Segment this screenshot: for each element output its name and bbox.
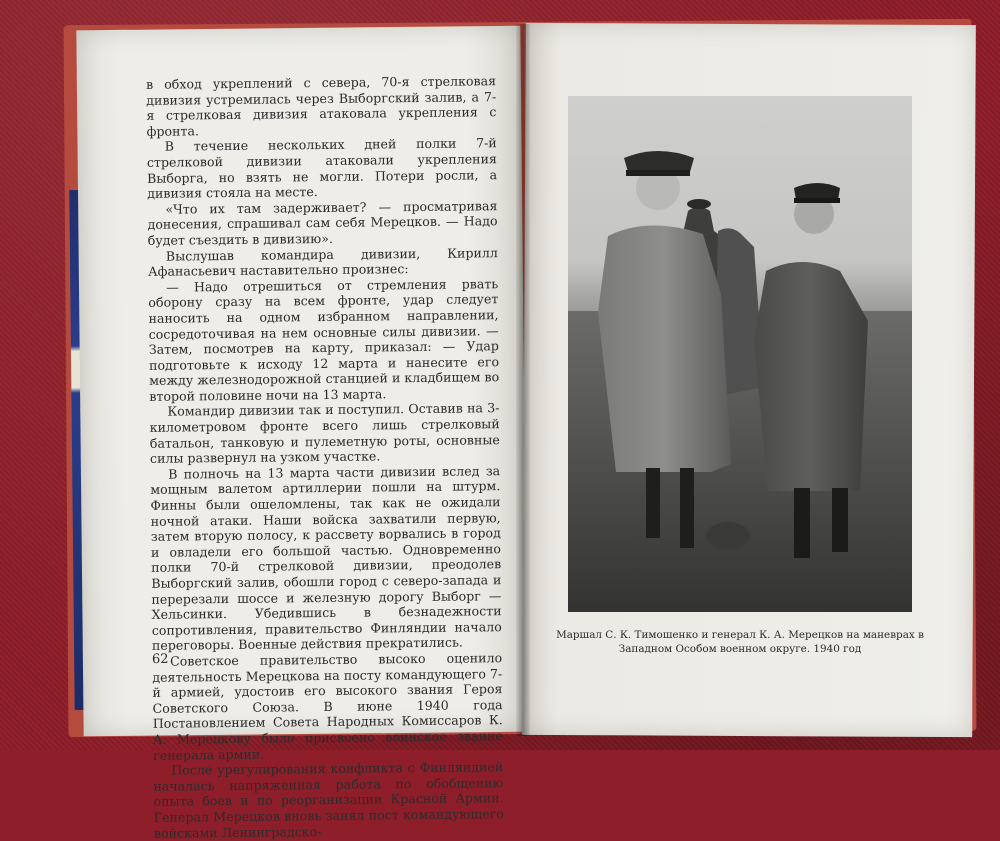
paragraph: Советское правительство высоко оценило деятельность Мерецкова на посту командующего 7-й армией, удостоив его высокого звания Героя Советского Союза. В июне 1940 года Постановлением Совета Народных Комиссаров К. А. Мерецкову было присвоено воинское звание генерала армии. [152,650,504,763]
paragraph: Командир дивизии так и поступил. Оставив на 3-километровом фронте всего лишь стрелковый батальон, танковую и пулеметную роты, основные силы развернул на узком участке. [149,400,500,467]
paragraph: «Что их там задерживает? — просматривая донесения, спрашивал сам себя Мерецков. — Надо будет съездить в дивизию». [147,197,498,248]
left-page-text [146,73,504,841]
photo-caption: Маршал С. К. Тимошенко и генерал К. А. Мерецков на маневрах в Западном Особом военном округе. 1940 год [556,629,924,655]
paragraph: После урегулирования конфликта с Финляндией началась напряженная работа по обобщению опыта боев и по реорганизации Красной Армии. Генерал Мерецков вновь занял пост командующего войсками Ленинградско- [153,759,504,841]
book-gutter [516,24,530,736]
page-number: 62 [151,651,169,668]
paragraph: в обход укреплений с севера, 70-я стрелковая дивизия устремилась через Выборгский залив, а 7-я стрелковая дивизия атаковала укрепления с фронта. [146,73,497,139]
paragraph: В течение нескольких дней полки 7-й стрелковой дивизии атаковали укрепления Выборга, но взять не могли. Потери росли, а дивизия стояла на месте. [146,135,498,202]
photograph [568,96,912,612]
paragraph: В полночь на 13 марта части дивизии вслед за мощным валетом артиллерии пошли на штурм. Финны были ошеломлены, так как не ожидали ночной атаки. Наши войска захватили первую, затем вторую полосу, к рассвету ворвались в город и овладели его большой частью. Одновременно полки 70-й стрелковой дивизии, преодолев Выборгский залив, обошли город с северо-запада и перерезали шоссе и железную дорогу Выборг — Хельсинки. Убедившись в безнадежности сопротивления, правительство Финляндии начало переговоры. Военные действия прекратились. [150,463,502,654]
paragraph: Выслушав командира дивизии, Кирилл Афанасьевич наставительно произнес: [147,244,498,279]
paragraph: — Надо отрешиться от стремления рвать оборону сразу на всем фронте, удар следует наносить на одном избранном направлении, сосредоточивая на нем основные силы дивизии. — Затем, посмотрев на карту, приказал: — Удар подготовьте к исходу 12 марта и нанесите его между железнодорожной станцией и кладбищем во второй половине ночи на 13 марта. [148,275,500,404]
photograph-figures [568,96,912,612]
